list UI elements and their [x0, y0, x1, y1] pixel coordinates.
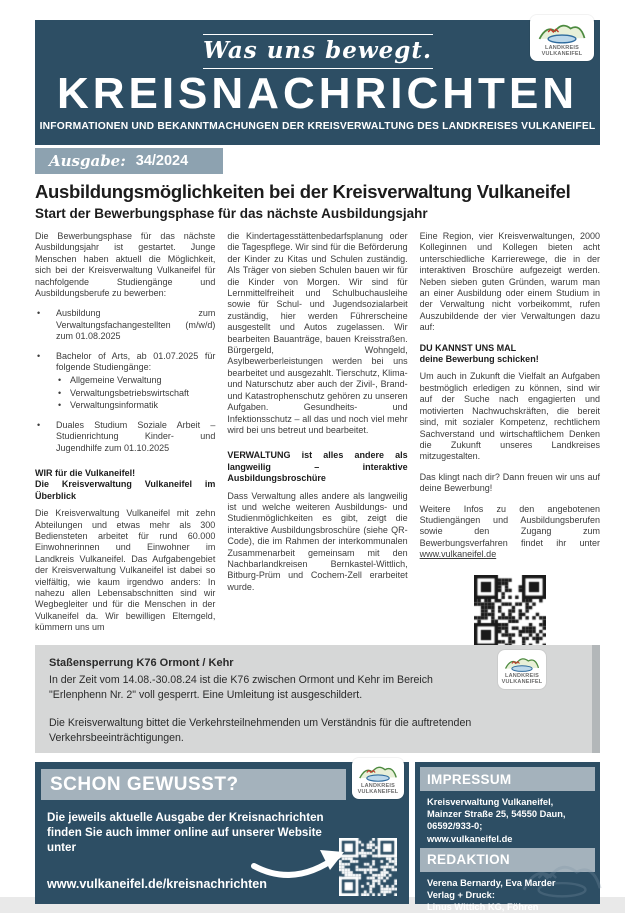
bullet-item — [35, 351, 215, 374]
masthead — [35, 20, 600, 145]
logo-text-line2: VULKANEIFEL — [357, 789, 399, 796]
curved-arrow-icon — [250, 844, 350, 886]
roadblock-text-1: In der Zeit vom 14.08.-30.08.24 ist die K76 zwischen Ormont und Kehr im Bereich "Erlenphenn Nr. 2" voll gesperrt. Eine Umleitung ist ausgeschildert. — [49, 674, 433, 701]
schon-gewusst-title: SCHON GEWUSST? — [50, 773, 239, 795]
roadblock-notice — [35, 645, 600, 753]
issue-label: Ausgabe: — [49, 152, 126, 170]
impressum-bar — [420, 767, 595, 791]
sub-bullet-item — [56, 388, 215, 399]
col1-heading-line1: WIR für die Vulkaneifel! — [35, 467, 136, 478]
logo-text-line2: VULKANEIFEL — [541, 51, 583, 58]
logo-text-line1: LANDKREIS — [505, 673, 539, 679]
bottom-row — [35, 762, 600, 913]
impressum-line: 06592/933-0; — [427, 821, 483, 832]
landscape-logo-icon — [357, 762, 399, 783]
landkreis-vulkaneifel-logo — [352, 758, 404, 799]
kreisnachrichten-link[interactable]: www.vulkaneifel.de/kreisnachrichten — [47, 877, 268, 891]
issue-number: 34/2024 — [135, 153, 189, 169]
sub-bullet-text: Verwaltungsbetriebswirtschaft — [70, 387, 190, 398]
issue-bar — [35, 148, 223, 174]
col1-heading-line2: Die Kreisverwaltung Vulkaneifel im Überblick — [35, 479, 216, 501]
schon-gewusst-box — [35, 762, 409, 904]
sub-bullet-text: Verwaltungsinformatik — [70, 400, 159, 411]
article-column-3 — [420, 231, 600, 635]
bullet-text: Ausbildung zum Verwaltungsfachangestellten (m/w/d) zum 01.08.2025 — [56, 308, 216, 342]
col2-heading: VERWALTUNG ist alles andere als langweilig – interaktive Ausbildungsbroschüre — [227, 450, 408, 484]
sub-bullet-item — [56, 400, 215, 411]
redaktion-title: REDAKTION — [427, 852, 510, 868]
redaktion-line: Verlag + Druck: — [427, 890, 495, 901]
vulkaneifel-link[interactable]: www.vulkaneifel.de — [419, 549, 497, 560]
col3-heading-line2: deine Bewerbung schicken! — [419, 354, 539, 365]
website-qr-code — [339, 838, 397, 896]
masthead-tagline: Was uns bewegt. — [203, 37, 432, 64]
col3-paragraph-4 — [420, 504, 600, 561]
landscape-logo-icon — [503, 654, 541, 673]
bullet-text: Duales Studium Soziale Arbeit – Studienrichtung Kinder- und Jugendhilfe zum 01.10.2025 — [56, 419, 216, 453]
sub-bullet-item — [56, 375, 215, 386]
landscape-logo-icon — [536, 19, 588, 45]
redaktion-line: Verena Bernardy, Eva Marder — [427, 877, 556, 888]
col3-paragraph-1: Eine Region, vier Kreisverwaltungen, 2000 Kolleginnen und Kollegen bieten acht unterschiedliche Karrierewege, die in der interaktiven Broschüre aufgezeigt werden. Neben sieben guten Gründen, warum man an einer Ausbildung oder einem Studium in der Verwaltung nicht vorbeikommt, rufen Auszubildende der vier Verwaltungen dazu auf: — [419, 231, 600, 333]
masthead-subtitle: INFORMATIONEN UND BEKANNTMACHUNGEN DER KREISVERWALTUNG DES LANDKREISES VULKANEIFEL — [39, 120, 596, 132]
col3-paragraph-2: Um auch in Zukunft die Vielfalt an Aufgaben bestmöglich erledigen zu können, sind wir auf der Suche nach engagierten und motivierten Nachwuchskräften, die bereit sind, mit sozialer Kompetenz, rechtlichem Sachverstand und wirtschaftlichem Denken die Zukunft unseres Landkreises mitzugestalten. — [419, 371, 600, 462]
col1-intro: Die Bewerbungsphase für das nächste Ausbildungsjahr ist gestartet. Junge Menschen haben aktuell die Möglichkeit, sich bei der Kreisverwaltung Vulkaneifel für nachfolgende Studiengänge und Ausbildungsberufe zu bewerben: — [35, 231, 216, 299]
roadblock-title: Staßensperrung K76 Ormont / Kehr — [49, 657, 234, 669]
schon-gewusst-text: Die jeweils aktuelle Ausgabe der Kreisnachrichten finden Sie auch immer online auf unserer Website unter — [47, 811, 324, 854]
article-column-1 — [35, 231, 215, 635]
col3-paragraph-3: Das klingt nach dir? Dann freuen wir uns auf deine Bewerbung! — [419, 471, 600, 494]
impressum-box — [415, 762, 600, 913]
logo-text-line1: LANDKREIS — [545, 45, 579, 51]
bullet-item — [35, 420, 215, 454]
col2-paragraph-2: Dass Verwaltung alles andere als langweilig ist und welche weiteren Ausbildungs- und Studienmöglichkeiten es gibt, zeigt die interaktive Ausbildungsbroschüre (siehe QR-Code), die im Rahmen der interkommunalen Zusammenarbeit gemeinsam mit den Nachbarlandkreisen Bernkastel-Wittlich, Bitburg-Prüm und Cochem-Zell erarbeitet wurde. — [227, 490, 408, 592]
impressum-line: Mainzer Straße 25, 54550 Daun, — [427, 809, 566, 820]
sub-bullet-text: Allgemeine Verwaltung — [70, 375, 162, 386]
col3-heading-line1: DU KANNST UNS MAL — [419, 342, 517, 353]
tagline-wrap — [203, 34, 433, 69]
col1-paragraph: Die Kreisverwaltung Vulkaneifel mit zehn Abteilungen und etwas mehr als 300 Bediensteten arbeitet für rund 60.000 Einwohnerinnen und Einwohner im Landkreis Vulkaneifel. Das Aufgabengebiet der Kreisverwaltung Vulkaneifel ist dabei so vielfältig, wie kaum irgendwo anders: In nahezu allen Lebensabschnitten sind wir Wegbegleiter und für die Menschen in der Vulkaneifel da. Wir bewilligen Elterngeld, kümmern uns um — [35, 508, 216, 633]
landkreis-vulkaneifel-logo — [498, 650, 546, 689]
article-title: Ausbildungsmöglichkeiten bei der Kreisverwaltung Vulkaneifel — [35, 181, 571, 202]
col3-paragraph-4-text: Weitere Infos zu den angebotenen Studiengängen und Ausbildungsberufen sowie den Zugang zum Bewerbungsverfahren findet ihr unter — [419, 503, 600, 548]
masthead-title: KREISNACHRICHTEN — [56, 69, 579, 118]
logo-text-line1: LANDKREIS — [361, 783, 395, 789]
redaktion-lines — [420, 877, 595, 913]
bullet-item — [35, 308, 215, 342]
impressum-line: Kreisverwaltung Vulkaneifel, — [427, 797, 554, 807]
qr-wrap — [420, 575, 600, 650]
schon-gewusst-bar — [41, 769, 346, 800]
impressum-line: www.vulkaneifel.de — [427, 833, 513, 844]
col2-paragraph-1: die Kindertagesstättenbedarfsplanung oder die Tagespflege. Wir sind für die Beförderung der Kinder zu Kitas und Schulen zuständig. Als Träger von sieben Schulen bauen wir für die Kinder von Morgen. Wir sind für Lernmittelfreiheit und Schulbuchausleihe sowie für Schul- und Jugendsozialarbeit zuständig, hier werden Führerscheine ausgestellt und Autos zugelassen. Wir bearbeiten Bauanträge, bauen Kreisstraßen. Bürgergeld, Wohngeld, Asylbewerberleistungen werden bei uns bearbeitet und ausgezahlt. Tierschutz, Klima- und Naturschutz aber auch der Zivil-, Brand- und Katastrophenschutz gehören zu unseren Aufgaben. Gesundheits- und Infektionsschutz – all das und noch viel mehr wird bei uns betreut und bearbeitet. — [227, 231, 408, 435]
article-columns — [35, 231, 600, 635]
roadblock-text-2: Die Kreisverwaltung bittet die Verkehrsteilnehmenden um Verständnis für die auftretenden Verkehrsbeeinträchtigungen. — [49, 717, 472, 744]
logo-text-line2: VULKANEIFEL — [501, 679, 543, 686]
landkreis-vulkaneifel-logo — [530, 15, 594, 61]
bullet-text: Bachelor of Arts, ab 01.07.2025 für folgende Studiengänge: — [56, 350, 216, 373]
article-subtitle: Start der Bewerbungsphase für das nächste Ausbildungsjahr — [35, 206, 428, 221]
impressum-lines — [420, 796, 595, 845]
ausbildung-qr-code — [474, 575, 546, 647]
impressum-title: IMPRESSUM — [427, 771, 512, 787]
redaktion-line: Linus Wittich KG, Föhren — [427, 902, 539, 913]
article-column-2 — [227, 231, 407, 635]
